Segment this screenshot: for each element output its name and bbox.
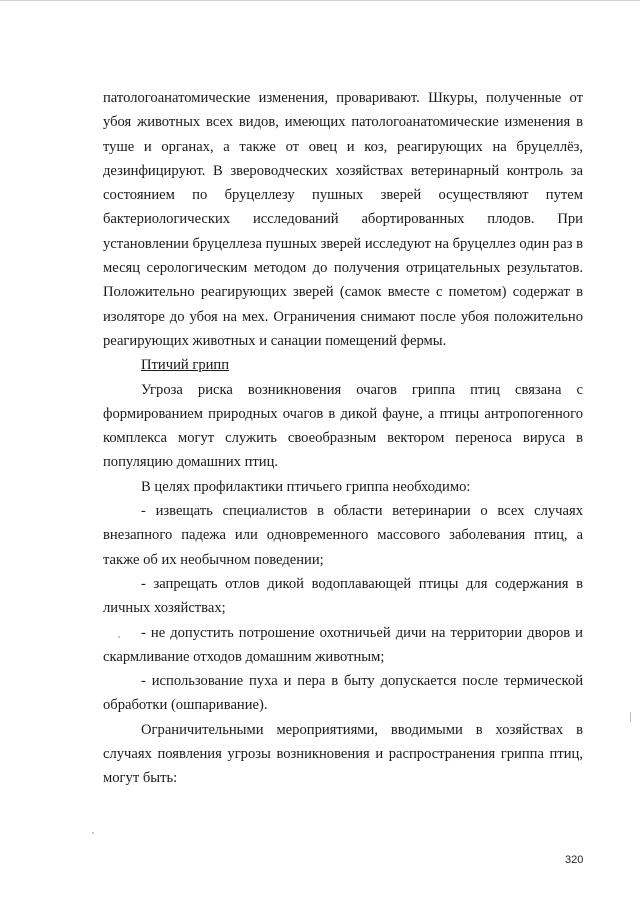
scan-artifact-mark — [630, 712, 631, 722]
paragraph-prevention-intro: В целях профилактики птичьего гриппа необходимо: — [141, 478, 471, 495]
page-number: 320 — [565, 854, 584, 866]
paragraph-brucellosis-continued: патологоанатомические изменения, проваривают. Шкуры, полученные от убоя животных всех видов, имеющих патологоанатомические изменения в туше и органах, а также от овец и коз, реагирующих на бруцеллёз, дезинфицируют. В звероводческих хозяйствах ветеринарный контроль за состоянием по бруцеллезу пушных зверей осуществляют путем бактериологических исследований абортированных плодов. При установлении бруцеллеза пушных зверей исследуют на бруцеллез один раз в месяц серологическим методом до получения отрицательных результатов. Положительно реагирующих зверей (самок вместе с пометом) содержат в изоляторе до убоя на мех. Ограничения снимают после убоя положительно реагирующих животных и санации помещений фермы. — [103, 90, 583, 349]
list-item-ban-capture: - запрещать отлов дикой водоплавающей птицы для содержания в личных хозяйствах; — [103, 575, 583, 617]
list-item-notify: - извещать специалистов в области ветеринарии о всех случаях внезапного падежа или одновременного массового заболевания птиц, а также об их необычном поведении; — [103, 503, 583, 568]
paragraph-threat: Угроза риска возникновения очагов гриппа птиц связана с формированием природных очагов в дикой фауне, а птицы антропогенного комплекса могут служить своеобразным вектором переноса вируса в популяцию домашних птиц. — [103, 381, 583, 471]
paragraph-restrictions: Ограничительными мероприятиями, вводимыми в хозяйствах в случаях появления угрозы возникновения и распространения гриппа птиц, могут быть: — [103, 721, 583, 787]
body-text — [103, 86, 583, 791]
heading-text: Птичий грипп — [141, 357, 230, 374]
scan-edge-line — [0, 0, 640, 1]
list-item-no-gutting: - не допустить потрошение охотничьей дичи на территории дворов и скармливание отходов домашним животным; — [103, 624, 583, 665]
list-item-down-feathers: - использование пуха и пера в быту допускается после термической обработки (ошпаривание). — [103, 673, 583, 714]
section-heading-avian-flu — [103, 353, 583, 377]
scan-artifact-dot — [92, 832, 94, 834]
